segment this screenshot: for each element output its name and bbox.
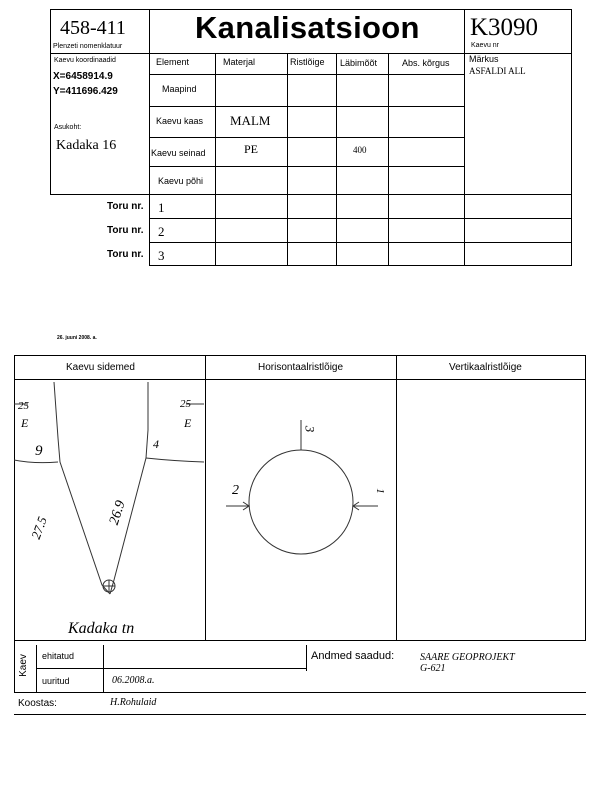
koostas-value: H.Rohulaid <box>110 697 157 708</box>
hand-dist-275: 27.5 <box>27 514 50 542</box>
header-diameter: Läbimõõt <box>340 58 378 68</box>
row-element-pohi: Kaevu põhi <box>158 176 204 186</box>
coord-y: Y=411696.429 <box>53 86 118 97</box>
location-value: Kadaka 16 <box>56 138 117 153</box>
hand-pipe-2: 2 <box>232 483 239 498</box>
koostas-label: Koostas: <box>18 698 57 709</box>
row-element-maapind: Maapind <box>162 84 197 94</box>
row-element-kaas: Kaevu kaas <box>156 116 204 126</box>
col-title-sidemed: Kaevu sidemed <box>66 362 135 373</box>
row-material-seinad: PE <box>244 142 259 156</box>
hand-street-name: Kadaka tn <box>68 620 135 637</box>
hand-dist-269: 26.9 <box>106 498 129 527</box>
pipe-no-1: 1 <box>158 200 165 215</box>
ehitatud-label: ehitatud <box>42 651 75 661</box>
page-title: Kanalisatsioon <box>195 10 420 45</box>
location-caption: Asukoht: <box>54 124 82 131</box>
hand-bearing-right: 25 <box>180 398 191 410</box>
horizontal-section-drawing <box>206 380 396 640</box>
remark-value: ASFALDI ALL <box>469 66 526 76</box>
header-remark: Märkus <box>469 54 499 64</box>
hand-dist-9: 9 <box>35 443 43 459</box>
row-material-kaas: MALM <box>230 113 271 128</box>
date-note: 26. juuni 2008. a. <box>57 335 97 341</box>
uuritud-value: 06.2008.a. <box>112 675 155 686</box>
coord-x: X=6458914.9 <box>53 71 113 82</box>
kaev-label: Kaev <box>17 654 29 677</box>
sheet-number: 458-411 <box>60 17 126 39</box>
hand-pipe-1: 1 <box>373 488 386 494</box>
header-material: Materjal <box>223 57 256 67</box>
coords-caption: Kaevu koordinaadid <box>54 57 116 64</box>
sheet-number-caption: Plenzeti nomenklatuur <box>53 43 123 50</box>
pipe-label-2: Toru nr. <box>107 225 144 236</box>
hand-bearing-left: 25 <box>18 400 29 412</box>
col-title-horizontal: Horisontaalristlõige <box>258 362 344 373</box>
well-id: K3090 <box>470 14 539 41</box>
pipe-no-3: 3 <box>158 248 165 263</box>
pipe-label-3: Toru nr. <box>107 249 144 260</box>
well-id-caption: Kaevu nr <box>471 42 500 49</box>
header-cross: Ristlõige <box>290 57 325 67</box>
source-label: Andmed saadud: <box>311 650 395 662</box>
source-value-2: G-621 <box>420 663 446 674</box>
header-abs: Abs. kõrgus <box>402 58 450 68</box>
pipe-no-2: 2 <box>158 224 165 239</box>
header-element: Element <box>156 57 190 67</box>
pipe-label-1: Toru nr. <box>107 201 144 212</box>
row-diameter-seinad: 400 <box>353 145 367 155</box>
col-title-vertical: Vertikaalristlõige <box>449 362 522 373</box>
source-value-1: SAARE GEOPROJEKT <box>420 652 515 663</box>
uuritud-label: uuritud <box>42 676 70 686</box>
hand-pipe-3: 3 <box>302 425 318 433</box>
hand-bearing-left-e: E <box>21 416 29 430</box>
row-element-seinad: Kaevu seinad <box>151 148 206 158</box>
hand-dist-4: 4 <box>153 437 159 451</box>
hand-bearing-right-e: E <box>184 416 192 430</box>
